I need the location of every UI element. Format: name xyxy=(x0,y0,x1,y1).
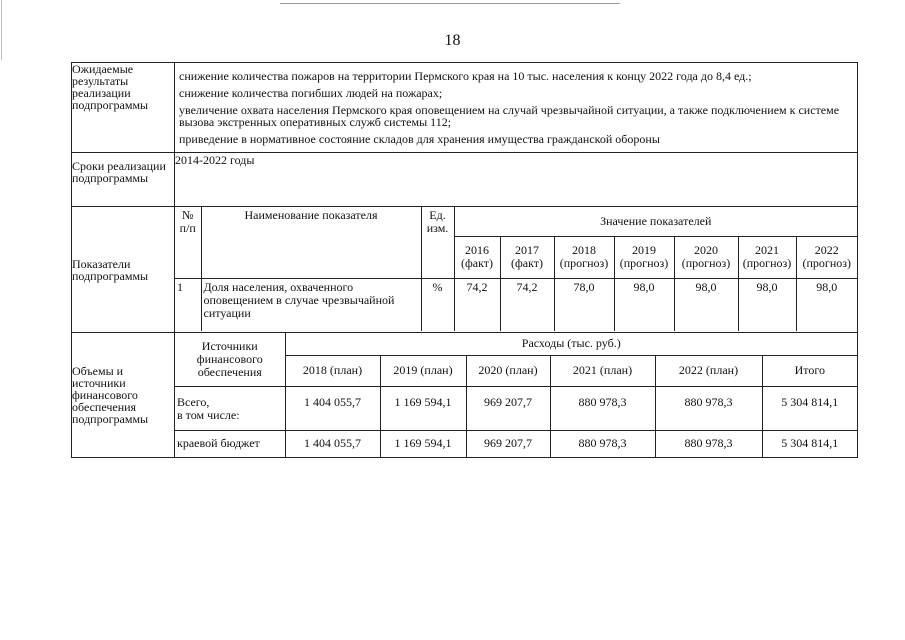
financing-value: 880 978,3 xyxy=(550,430,655,457)
expected-result-item: снижение количества погибших людей на пожарах; xyxy=(179,86,443,100)
expected-results-row xyxy=(72,63,858,153)
financing-column-header: 2021 (план) xyxy=(550,355,655,386)
header-num: № п/п xyxy=(175,207,201,278)
financing-source: Всего, в том числе: xyxy=(175,386,285,430)
indicator-value: 98,0 xyxy=(796,278,857,331)
year-header: 2022 (прогноз) xyxy=(796,236,857,278)
header-expenses: Расходы (тыс. руб.) xyxy=(285,333,857,355)
subprogram-passport-table xyxy=(71,62,858,458)
indicator-num: 1 xyxy=(175,278,201,331)
financing-column-header: 2018 (план) xyxy=(285,355,380,386)
scan-artifact-line xyxy=(280,3,620,4)
indicator-value: 98,0 xyxy=(674,278,738,331)
year-header: 2021 (прогноз) xyxy=(738,236,796,278)
indicator-unit: % xyxy=(421,278,454,331)
expected-results-cell xyxy=(175,63,858,153)
financing-total-row xyxy=(175,386,857,430)
page-number: 18 xyxy=(444,32,461,49)
financing-column-header: 2022 (план) xyxy=(655,355,762,386)
indicator-value: 78,0 xyxy=(554,278,614,331)
indicators-row xyxy=(72,207,858,333)
indicator-value: 98,0 xyxy=(738,278,796,331)
period-value: 2014-2022 годы xyxy=(175,153,858,207)
header-sources: Источники финансового обеспечения xyxy=(175,333,285,386)
year-header: 2018 (прогноз) xyxy=(554,236,614,278)
scan-artifact-edge xyxy=(1,0,2,60)
financing-column-header: 2020 (план) xyxy=(466,355,550,386)
financing-value: 1 404 055,7 xyxy=(285,386,380,430)
indicators-label: Показатели подпрограммы xyxy=(72,207,175,333)
expected-results-label: Ожидаемые результаты реализации подпрограммы xyxy=(72,63,175,153)
financing-row xyxy=(72,333,858,458)
financing-value: 1 169 594,1 xyxy=(380,386,466,430)
financing-value: 969 207,7 xyxy=(466,386,550,430)
header-values: Значение показателей xyxy=(454,207,857,236)
indicator-value: 74,2 xyxy=(500,278,554,331)
financing-table xyxy=(175,333,857,457)
indicators-cell xyxy=(175,207,858,333)
financing-source: краевой бюджет xyxy=(175,430,285,457)
financing-column-header: 2019 (план) xyxy=(380,355,466,386)
financing-value: 880 978,3 xyxy=(550,386,655,430)
financing-value: 1 169 594,1 xyxy=(380,430,466,457)
period-label: Сроки реализации подпрограммы xyxy=(72,153,175,207)
indicator-row xyxy=(175,278,857,331)
financing-value: 5 304 814,1 xyxy=(762,386,857,430)
expected-result-item: приведение в нормативное состояние складов для хранения имущества гражданской обороны xyxy=(179,132,660,146)
indicator-value: 98,0 xyxy=(614,278,674,331)
header-unit: Ед. изм. xyxy=(421,207,454,278)
financing-value: 880 978,3 xyxy=(655,386,762,430)
indicator-value: 74,2 xyxy=(454,278,500,331)
financing-value: 5 304 814,1 xyxy=(762,430,857,457)
financing-label: Объемы и источники финансового обеспечения подпрограммы xyxy=(72,333,175,458)
financing-value: 969 207,7 xyxy=(466,430,550,457)
indicator-name: Доля населения, охваченного оповещением в случае чрезвычайной ситуации xyxy=(201,278,421,331)
financing-value: 880 978,3 xyxy=(655,430,762,457)
year-header: 2019 (прогноз) xyxy=(614,236,674,278)
year-header: 2016 (факт) xyxy=(454,236,500,278)
financing-value: 1 404 055,7 xyxy=(285,430,380,457)
expected-result-item: увеличение охвата населения Пермского края оповещением на случай чрезвычайной ситуации, а также подключением к системе вызова экстренных оперативных служб системы 112; xyxy=(179,103,840,129)
financing-column-header: Итого xyxy=(762,355,857,386)
financing-cell xyxy=(175,333,858,458)
year-header: 2020 (прогноз) xyxy=(674,236,738,278)
financing-regional-row xyxy=(175,430,857,457)
period-row xyxy=(72,153,858,207)
header-indicator-name: Наименование показателя xyxy=(201,207,421,278)
indicators-table xyxy=(175,207,857,331)
expected-result-item: снижение количества пожаров на территории Пермского края на 10 тыс. населения к концу 2022 года до 8,4 ед.; xyxy=(179,69,752,83)
year-header: 2017 (факт) xyxy=(500,236,554,278)
